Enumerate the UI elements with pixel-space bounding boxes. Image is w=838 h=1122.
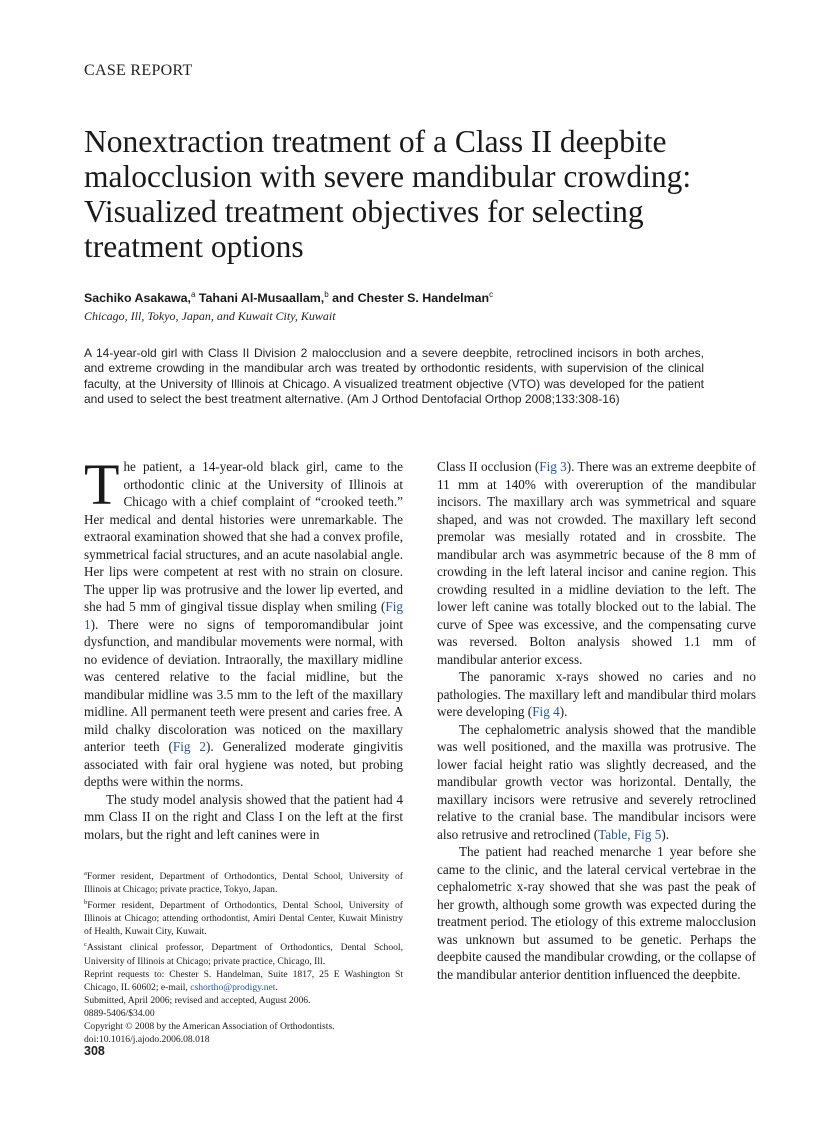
email-link[interactable]: cshortho@prodigy.net xyxy=(190,981,276,993)
title-line: Nonextraction treatment of a Class II deepbite xyxy=(84,124,667,159)
author-name: Sachiko Asakawa, xyxy=(84,291,191,306)
title-line: Visualized treatment objectives for selecting xyxy=(84,194,644,229)
title-line: malocclusion with severe mandibular crowding: xyxy=(84,159,692,194)
body-text: he patient, a 14-year-old black girl, came to the orthodontic clinic at the University of Illinois at Chicago with a chief complaint of “crooked teeth.” Her medical and dental histories were unremarkable. The extraoral examination showed that she had a convex profile, symmetrical facial structures, and an acute nasolabial angle. Her lips were competent at rest with no strain on closure. The upper lip was protrusive and the lower lip everted, and she had 5 mm of gingival tissue display when smiling ( xyxy=(84,459,403,614)
section-label: CASE REPORT xyxy=(84,62,193,79)
body-text: ). xyxy=(559,704,568,719)
footnote-text: Reprint requests to: Chester S. Handelman, Suite 1817, 25 E Washington St Chicago, IL 60602; e-mail, xyxy=(84,968,403,993)
figure-link[interactable]: Fig 4 xyxy=(532,704,560,719)
footnote xyxy=(84,867,403,896)
footnote-mark: a xyxy=(84,870,87,877)
footnote xyxy=(84,896,403,938)
body-paragraph: The study model analysis showed that the patient had 4 mm Class II on the right and Class I on the left at the first molars, but the right and left canines were in xyxy=(84,791,403,842)
body-text: ). There were no signs of temporomandibular joint dysfunction, and mandibular movements were normal, with no evidence of deviation. Intraorally, the maxillary midline was centered relative to the facial midline, but the mandibular midline was 3.5 mm to the left of the maxillary midline. All permanent teeth were present and caries free. A mild chalky discoloration was noticed on the maxillary anterior teeth ( xyxy=(84,616,403,754)
footnote-mark: b xyxy=(84,899,88,907)
copyright: Copyright © 2008 by the American Association of Orthodontists. xyxy=(84,1020,335,1032)
body-paragraph xyxy=(437,721,756,844)
author-name: Tahani Al-Musaallam, xyxy=(195,291,325,306)
body-text: ). xyxy=(661,826,670,842)
reprint-requests xyxy=(84,968,403,994)
table-figure-link[interactable]: Table, Fig 5 xyxy=(598,826,662,842)
affiliation: Chicago, Ill, Tokyo, Japan, and Kuwait City, Kuwait xyxy=(84,309,336,323)
abstract: A 14-year-old girl with Class II Division 2 malocclusion and a severe deepbite, retroclined incisors in both arches, and extreme crowding in the mandibular arch was treated by orthodontic residents, with supervision of the clinical faculty, at the University of Illinois at Chicago. A visualized treatment objective (VTO) was developed for the patient and used to select the best treatment alternative. (Am J Orthod Dentofacial Orthop 2008;133:308-16) xyxy=(84,346,704,407)
footnote-text: Former resident, Department of Orthodontics, Dental School, University of Illinois at Chicago; private practice, Tokyo, Japan. xyxy=(84,871,403,896)
footnote-text: . xyxy=(275,981,278,993)
body-text: ). There was an extreme deepbite of 11 mm at 140% with overeruption of the mandibular incisors. The maxillary arch was symmetrical and square shaped, and was not crowded. The maxillary left second premolar was mesially rotated and in crossbite. The mandibular arch was asymmetric because of the 8 mm of crowding in the left lateral incisor and canine region. This crowding resulted in a midline deviation to the left. The lower left canine was totally blocked out to the labial. The curve of Spee was excessive, and the compensating curve was reversed. Bolton analysis showed 1.1 mm of mandibular anterior excess. xyxy=(437,459,756,667)
drop-cap: T xyxy=(84,452,120,517)
article-title xyxy=(84,124,774,264)
right-column xyxy=(437,458,756,983)
footnote xyxy=(84,938,403,967)
author-affiliation-mark: b xyxy=(324,290,329,299)
figure-link[interactable]: Fig 3 xyxy=(539,459,567,474)
footnote-text: Assistant clinical professor, Department of Orthodontics, Dental School, University of Illinois at Chicago; private practice, Chicago, Ill. xyxy=(84,942,403,967)
footnotes xyxy=(84,867,403,1046)
footnote-mark: c xyxy=(84,941,87,949)
body-paragraph xyxy=(437,458,756,668)
body-paragraph xyxy=(84,452,403,791)
author-list xyxy=(84,290,493,305)
left-column xyxy=(84,452,403,843)
issn: 0889-5406/$34.00 xyxy=(84,1007,155,1019)
doi: doi:10.1016/j.ajodo.2006.08.018 xyxy=(84,1033,210,1045)
body-text: The panoramic x-rays showed no caries and no pathologies. The maxillary left and mandibular third molars were developing ( xyxy=(437,669,756,719)
submission-dates: Submitted, April 2006; revised and accepted, August 2006. xyxy=(84,994,311,1006)
author-affiliation-mark: c xyxy=(489,290,494,299)
page-number: 308 xyxy=(84,1044,105,1058)
body-text: The cephalometric analysis showed that the mandible was well positioned, and the maxilla was protrusive. The lower facial height ratio was slightly decreased, and the mandibular growth vector was horizontal. Dentally, the maxillary incisors were retrusive and severely retroclined relative to the cranial base. The mandibular incisors were also retrusive and retroclined ( xyxy=(437,721,756,842)
body-paragraph: The patient had reached menarche 1 year before she came to the clinic, and the lateral cervical vertebrae in the cephalometric x-ray showed that she was past the peak of her growth, although some growth was expected during the treatment period. The etiology of this extreme malocclusion was unknown but assumed to be genetic. Perhaps the deepbite caused the mandibular crowding, or the collapse of the mandibular anterior dentition influenced the deepbite. xyxy=(437,844,756,982)
figure-link[interactable]: Fig 1 xyxy=(84,599,403,632)
footnote-text: Former resident, Department of Orthodontics, Dental School, University of Illinois at Chicago; attending orthodontist, Amiri Dental Center, Kuwait Ministry of Health, Kuwait City, Kuwait. xyxy=(84,900,403,938)
author-name: and Chester S. Handelman xyxy=(328,291,490,306)
author-affiliation-mark: a xyxy=(190,290,196,299)
body-text: Class II occlusion ( xyxy=(437,459,540,474)
title-line: treatment options xyxy=(84,229,304,264)
body-paragraph xyxy=(437,668,756,721)
figure-link[interactable]: Fig 2 xyxy=(172,739,206,754)
body-text: ). Generalized moderate gingivitis associated with fair oral hygiene was noted, but probing depths were within the norms. xyxy=(84,739,403,789)
